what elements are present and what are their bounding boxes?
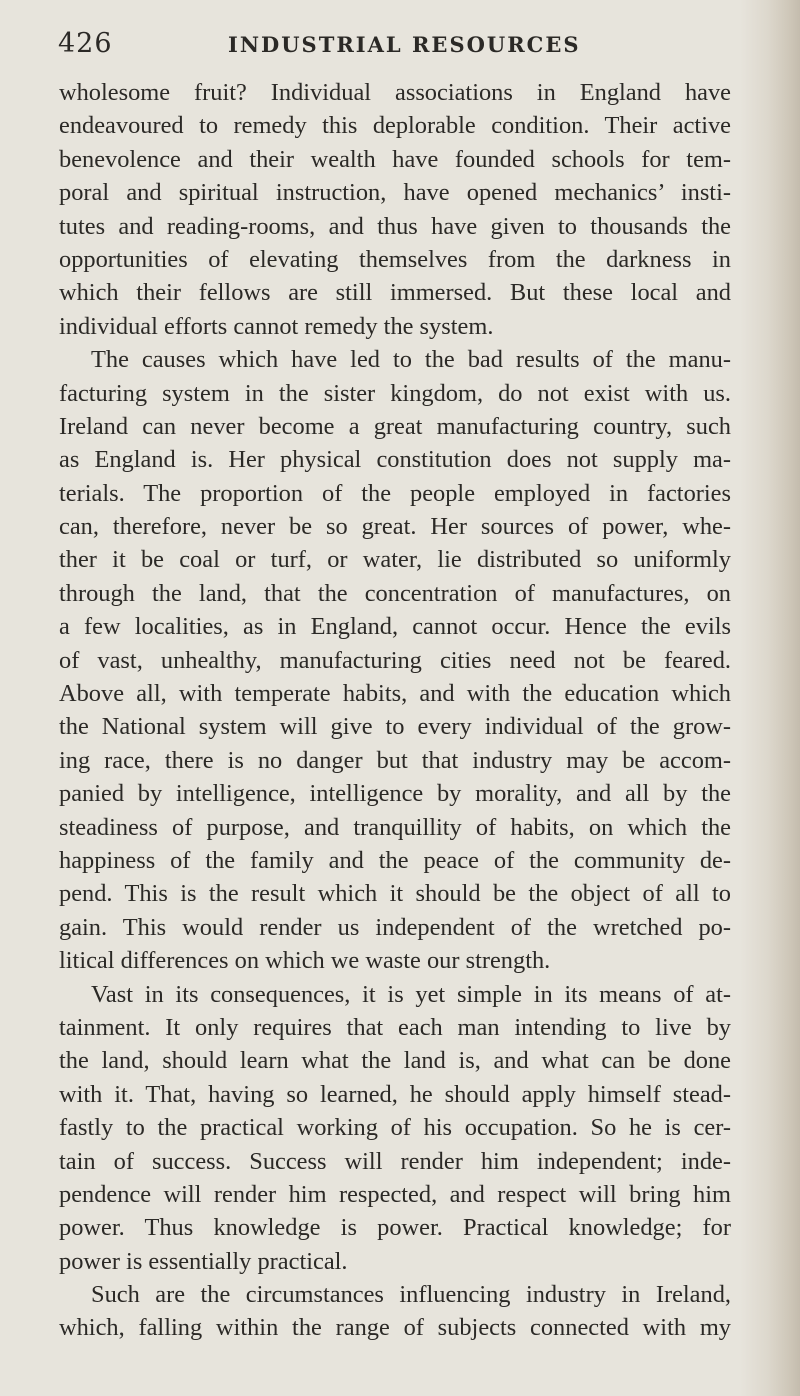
text-line: Ireland can never become a great manufacturing country, such [59, 412, 731, 440]
text-line: wholesome fruit? Individual associations in England have [59, 79, 731, 106]
text-line: The causes which have led to the bad results of the manu- [91, 346, 731, 374]
text-line: power is essentially practical. [59, 1247, 348, 1275]
text-line: Such are the circumstances influencing industry in Ireland, [91, 1281, 731, 1309]
text-line: opportunities of elevating themselves from the darkness in [59, 245, 731, 273]
text-line: a few localities, as in England, cannot occur. Hence the evils [59, 613, 731, 641]
text-line: tutes and reading-rooms, and thus have given to thousands the [59, 212, 731, 240]
text-line: facturing system in the sister kingdom, do not exist with us. [59, 379, 731, 407]
text-line: gain. This would render us independent of the wretched po- [59, 913, 731, 941]
text-line: the land, should learn what the land is, and what can be done [59, 1047, 731, 1075]
text-line: ther it be coal or turf, or water, lie distributed so uniformly [59, 546, 731, 574]
text-line: tain of success. Success will render him independent; inde- [59, 1147, 731, 1175]
text-line: of vast, unhealthy, manufacturing cities need not be feared. [59, 646, 731, 674]
page-number: 426 [58, 28, 113, 59]
text-line: can, therefore, never be so great. Her sources of power, whe- [59, 513, 731, 541]
text-line: benevolence and their wealth have founded schools for tem- [59, 145, 731, 173]
text-line: which their fellows are still immersed. But these local and [59, 279, 731, 307]
text-line: Vast in its consequences, it is yet simple in its means of at- [91, 980, 731, 1008]
text-line: steadiness of purpose, and tranquillity of habits, on which the [59, 813, 731, 841]
text-line: pend. This is the result which it should be the object of all to [59, 880, 731, 908]
text-line: the National system will give to every individual of the grow- [59, 713, 731, 741]
text-line: ing race, there is no danger but that industry may be accom- [59, 746, 731, 774]
text-line: as England is. Her physical constitution does not supply ma- [59, 446, 731, 474]
page-header [58, 24, 730, 64]
text-line: power. Thus knowledge is power. Practical knowledge; for [59, 1214, 731, 1242]
text-line: litical differences on which we waste our strength. [59, 947, 551, 975]
body-text [59, 76, 731, 1345]
page-edge-shadow [740, 0, 800, 1396]
text-line: pendence will render him respected, and respect will bring him [59, 1180, 731, 1208]
text-line: terials. The proportion of the people employed in factories [59, 479, 731, 507]
text-line: panied by intelligence, intelligence by morality, and all by the [59, 780, 731, 808]
text-line: through the land, that the concentration of manufactures, on [59, 579, 731, 607]
text-line: poral and spiritual instruction, have opened mechanics’ insti- [59, 179, 731, 207]
text-line: individual efforts cannot remedy the system. [59, 312, 494, 340]
text-line: happiness of the family and the peace of the community de- [59, 846, 731, 874]
text-line: with it. That, having so learned, he should apply himself stead- [59, 1080, 731, 1108]
text-line: Above all, with temperate habits, and with the education which [59, 680, 731, 708]
text-line: which, falling within the range of subjects connected with my [59, 1314, 731, 1342]
text-line: endeavoured to remedy this deplorable condition. Their active [59, 112, 731, 140]
running-head: INDUSTRIAL RESOURCES [228, 32, 581, 57]
text-line: fastly to the practical working of his occupation. So he is cer- [59, 1114, 731, 1142]
text-line: tainment. It only requires that each man intending to live by [59, 1013, 731, 1041]
